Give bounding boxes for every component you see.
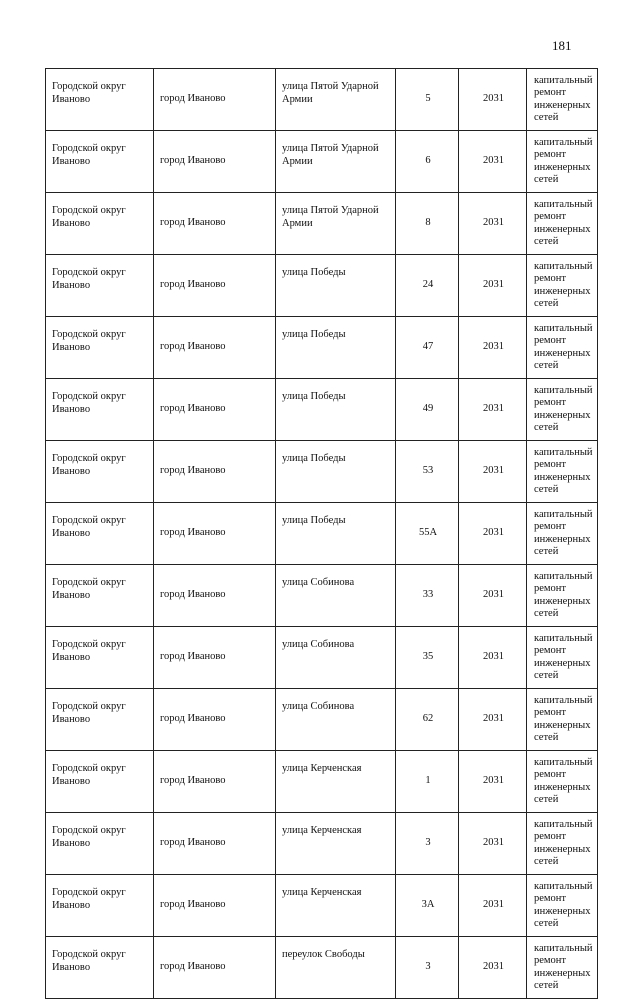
table-row: [46, 627, 598, 689]
house-number-cell: 62: [396, 689, 459, 751]
table-row: [46, 689, 598, 751]
district-cell: Городской округ Иваново: [46, 317, 154, 379]
table-row: [46, 193, 598, 255]
house-number-cell: 35: [396, 627, 459, 689]
street-cell: улица Керченская: [276, 875, 396, 937]
district-cell: Городской округ Иваново: [46, 627, 154, 689]
house-number-cell: 5: [396, 69, 459, 131]
table-row: [46, 503, 598, 565]
year-cell: 2031: [459, 565, 527, 627]
district-cell: Городской округ Иваново: [46, 193, 154, 255]
work-type-cell: капитальный ремонт инженерных сетей: [527, 813, 598, 875]
district-cell: Городской округ Иваново: [46, 69, 154, 131]
street-cell: улица Победы: [276, 441, 396, 503]
year-cell: 2031: [459, 751, 527, 813]
city-cell: город Иваново: [154, 937, 276, 999]
house-number-cell: 33: [396, 565, 459, 627]
street-cell: улица Собинова: [276, 689, 396, 751]
house-number-cell: 53: [396, 441, 459, 503]
house-number-cell: 55А: [396, 503, 459, 565]
work-type-cell: капитальный ремонт инженерных сетей: [527, 379, 598, 441]
district-cell: Городской округ Иваново: [46, 813, 154, 875]
year-cell: 2031: [459, 441, 527, 503]
street-cell: улица Собинова: [276, 565, 396, 627]
work-type-cell: капитальный ремонт инженерных сетей: [527, 689, 598, 751]
table-row: [46, 317, 598, 379]
street-cell: улица Победы: [276, 503, 396, 565]
house-number-cell: 49: [396, 379, 459, 441]
city-cell: город Иваново: [154, 193, 276, 255]
street-cell: улица Победы: [276, 379, 396, 441]
street-cell: улица Керченская: [276, 813, 396, 875]
work-type-cell: капитальный ремонт инженерных сетей: [527, 937, 598, 999]
year-cell: 2031: [459, 193, 527, 255]
year-cell: 2031: [459, 69, 527, 131]
work-type-cell: капитальный ремонт инженерных сетей: [527, 131, 598, 193]
street-cell: улица Керченская: [276, 751, 396, 813]
table-row: [46, 441, 598, 503]
district-cell: Городской округ Иваново: [46, 565, 154, 627]
work-type-cell: капитальный ремонт инженерных сетей: [527, 69, 598, 131]
city-cell: город Иваново: [154, 503, 276, 565]
registry-body: [46, 69, 598, 999]
district-cell: Городской округ Иваново: [46, 379, 154, 441]
district-cell: Городской округ Иваново: [46, 131, 154, 193]
table-row: [46, 751, 598, 813]
street-cell: переулок Свободы: [276, 937, 396, 999]
city-cell: город Иваново: [154, 751, 276, 813]
house-number-cell: 24: [396, 255, 459, 317]
year-cell: 2031: [459, 131, 527, 193]
city-cell: город Иваново: [154, 813, 276, 875]
district-cell: Городской округ Иваново: [46, 441, 154, 503]
work-type-cell: капитальный ремонт инженерных сетей: [527, 565, 598, 627]
table-row: [46, 255, 598, 317]
city-cell: город Иваново: [154, 379, 276, 441]
district-cell: Городской округ Иваново: [46, 689, 154, 751]
house-number-cell: 3А: [396, 875, 459, 937]
table-row: [46, 69, 598, 131]
work-type-cell: капитальный ремонт инженерных сетей: [527, 875, 598, 937]
district-cell: Городской округ Иваново: [46, 751, 154, 813]
housing-registry-table: [45, 68, 598, 999]
district-cell: Городской округ Иваново: [46, 255, 154, 317]
house-number-cell: 8: [396, 193, 459, 255]
city-cell: город Иваново: [154, 627, 276, 689]
year-cell: 2031: [459, 689, 527, 751]
work-type-cell: капитальный ремонт инженерных сетей: [527, 751, 598, 813]
year-cell: 2031: [459, 937, 527, 999]
street-cell: улица Победы: [276, 317, 396, 379]
house-number-cell: 3: [396, 937, 459, 999]
city-cell: город Иваново: [154, 441, 276, 503]
work-type-cell: капитальный ремонт инженерных сетей: [527, 627, 598, 689]
year-cell: 2031: [459, 875, 527, 937]
work-type-cell: капитальный ремонт инженерных сетей: [527, 317, 598, 379]
house-number-cell: 47: [396, 317, 459, 379]
street-cell: улица Собинова: [276, 627, 396, 689]
city-cell: город Иваново: [154, 69, 276, 131]
street-cell: улица Пятой Ударной Армии: [276, 69, 396, 131]
table-row: [46, 565, 598, 627]
work-type-cell: капитальный ремонт инженерных сетей: [527, 503, 598, 565]
house-number-cell: 3: [396, 813, 459, 875]
year-cell: 2031: [459, 813, 527, 875]
table-row: [46, 937, 598, 999]
table-row: [46, 131, 598, 193]
table-row: [46, 875, 598, 937]
street-cell: улица Пятой Ударной Армии: [276, 193, 396, 255]
city-cell: город Иваново: [154, 131, 276, 193]
city-cell: город Иваново: [154, 875, 276, 937]
district-cell: Городской округ Иваново: [46, 875, 154, 937]
year-cell: 2031: [459, 317, 527, 379]
page-number: 181: [552, 38, 572, 53]
year-cell: 2031: [459, 503, 527, 565]
year-cell: 2031: [459, 627, 527, 689]
house-number-cell: 1: [396, 751, 459, 813]
year-cell: 2031: [459, 255, 527, 317]
work-type-cell: капитальный ремонт инженерных сетей: [527, 193, 598, 255]
table-row: [46, 813, 598, 875]
city-cell: город Иваново: [154, 689, 276, 751]
work-type-cell: капитальный ремонт инженерных сетей: [527, 255, 598, 317]
work-type-cell: капитальный ремонт инженерных сетей: [527, 441, 598, 503]
street-cell: улица Пятой Ударной Армии: [276, 131, 396, 193]
city-cell: город Иваново: [154, 565, 276, 627]
city-cell: город Иваново: [154, 317, 276, 379]
house-number-cell: 6: [396, 131, 459, 193]
district-cell: Городской округ Иваново: [46, 937, 154, 999]
table-row: [46, 379, 598, 441]
street-cell: улица Победы: [276, 255, 396, 317]
city-cell: город Иваново: [154, 255, 276, 317]
year-cell: 2031: [459, 379, 527, 441]
district-cell: Городской округ Иваново: [46, 503, 154, 565]
